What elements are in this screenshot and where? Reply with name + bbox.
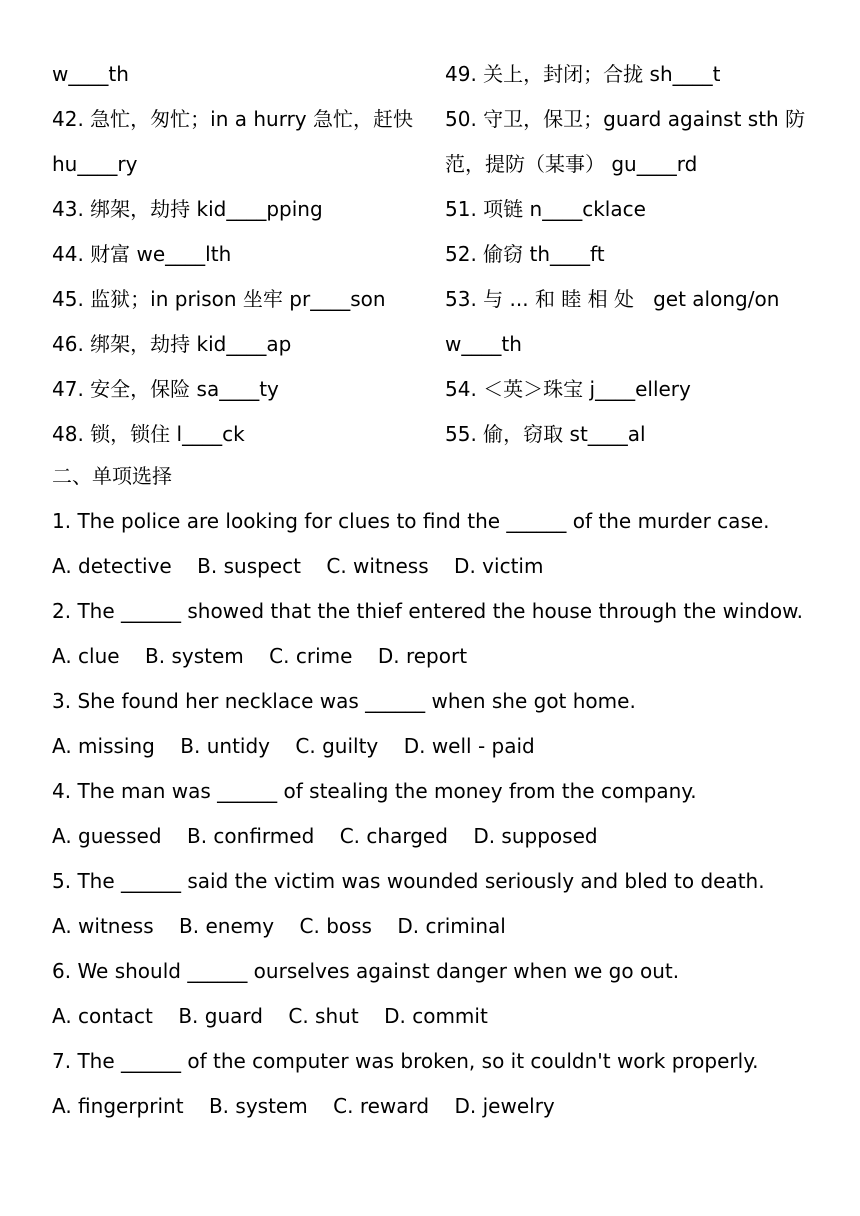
question-options: A. fingerprint B. system C. reward D. jewelry [52, 1094, 555, 1118]
question-options: A. witness B. enemy C. boss D. criminal [52, 914, 506, 938]
question-options: A. missing B. untidy C. guilty D. well - paid [52, 734, 535, 758]
vocab-line: 范，提防（某事） gu____rd [445, 152, 698, 176]
vocab-line: 53. 与 ... 和 睦 相 处 get along/on [445, 287, 780, 311]
vocab-column-right [445, 52, 825, 457]
vocab-line: 54. ＜英＞珠宝 j____ellery [445, 377, 691, 401]
question-stem: 3. She found her necklace was ______ when she got home. [52, 689, 636, 713]
vocab-line: w____th [445, 332, 522, 356]
vocab-line: hu____ry [52, 152, 138, 176]
vocab-line: 43. 绑架，劫持 kid____pping [52, 197, 323, 221]
question-stem: 6. We should ______ ourselves against danger when we go out. [52, 959, 680, 983]
question-stem: 7. The ______ of the computer was broken, so it couldn't work properly. [52, 1049, 759, 1073]
vocab-line: 47. 安全，保险 sa____ty [52, 377, 279, 401]
question-options: A. clue B. system C. crime D. report [52, 644, 468, 668]
section-heading: 二、单项选择 [52, 464, 172, 488]
vocab-line: 52. 偷窃 th____ft [445, 242, 605, 266]
vocab-line: 45. 监狱；in prison 坐牢 pr____son [52, 287, 386, 311]
question-options: A. detective B. suspect C. witness D. victim [52, 554, 544, 578]
vocab-line: w____th [52, 62, 129, 86]
question-stem: 2. The ______ showed that the thief entered the house through the window. [52, 599, 803, 623]
vocab-line: 48. 锁，锁住 l____ck [52, 422, 245, 446]
question-stem: 5. The ______ said the victim was wounded seriously and bled to death. [52, 869, 765, 893]
multiple-choice-questions [52, 499, 832, 1129]
question-stem: 4. The man was ______ of stealing the money from the company. [52, 779, 697, 803]
question-options: A. guessed B. confirmed C. charged D. supposed [52, 824, 598, 848]
vocab-line: 50. 守卫，保卫；guard against sth 防 [445, 107, 806, 131]
vocab-line: 42. 急忙，匆忙；in a hurry 急忙，赶快 [52, 107, 414, 131]
vocab-line: 44. 财富 we____lth [52, 242, 232, 266]
question-stem: 1. The police are looking for clues to find the ______ of the murder case. [52, 509, 770, 533]
vocab-line: 55. 偷，窃取 st____al [445, 422, 646, 446]
vocab-line: 49. 关上，封闭；合拢 sh____t [445, 62, 721, 86]
question-options: A. contact B. guard C. shut D. commit [52, 1004, 488, 1028]
vocab-line: 46. 绑架，劫持 kid____ap [52, 332, 292, 356]
vocab-column-left [52, 52, 432, 457]
vocab-line: 51. 项链 n____cklace [445, 197, 646, 221]
